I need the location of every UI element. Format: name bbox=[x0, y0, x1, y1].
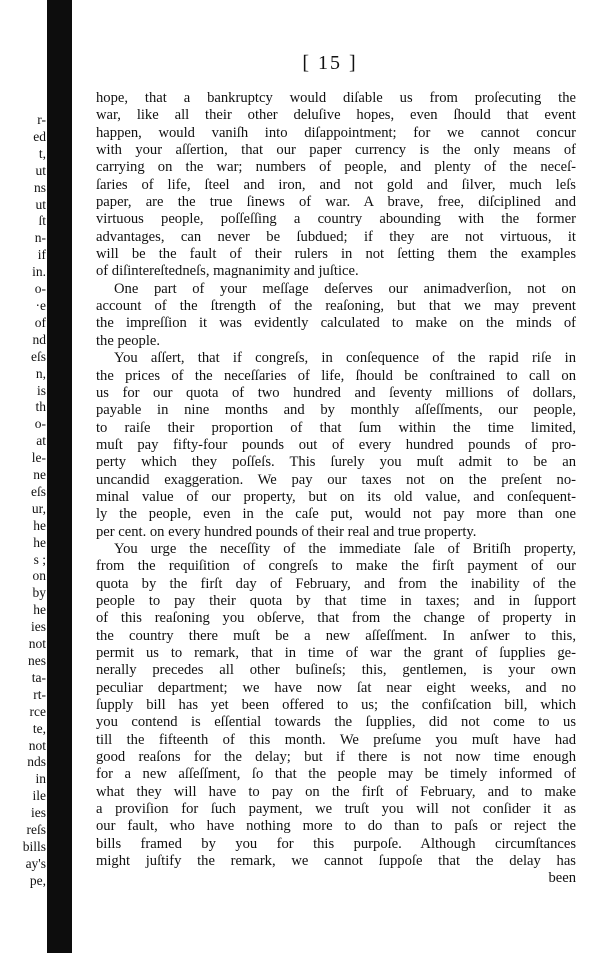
text-line: ſupply bill has yet been offered to us; the confiſcation bill, which bbox=[96, 697, 576, 714]
previous-page-fragment: ſt bbox=[38, 213, 46, 229]
text-line: You aſſert, that if congreſs, in conſequence of the rapid riſe in bbox=[114, 350, 576, 367]
binding-gutter bbox=[47, 0, 72, 953]
text-line: nerally precedes all other buſineſs; this, gentlemen, is your own bbox=[96, 662, 576, 679]
previous-page-fragment: eſs bbox=[31, 348, 46, 364]
previous-page-fragment: ed bbox=[33, 128, 46, 144]
text-line: carrying on the war; numbers of people, and plenty of the neceſ- bbox=[96, 159, 576, 176]
previous-page-fragment: not bbox=[28, 737, 46, 753]
text-line: minal value of our property, but on its old value, and conſequent- bbox=[96, 488, 576, 505]
text-line: the people. bbox=[96, 332, 161, 349]
previous-page-fragment: ns bbox=[33, 179, 46, 195]
text-line: our fault, who have nothing more to do than to paſs or reject the bbox=[96, 818, 576, 835]
previous-page-fragment: ur, bbox=[31, 500, 46, 516]
previous-page-fragment: in. bbox=[32, 264, 46, 280]
text-line: quota by the firſt day of February, and from the inability of the bbox=[96, 575, 576, 592]
previous-page-fragment: if bbox=[37, 247, 46, 263]
text-line: uncandid exaggeration. We pay our taxes not on the preſent no- bbox=[96, 471, 576, 488]
text-line: paper, are the true ſinews of war. A brave, free, diſciplined and bbox=[96, 194, 576, 211]
previous-page-fragment: not bbox=[28, 636, 46, 652]
text-line: the country there muſt be a new aſſeſſment. In anſwer to this, bbox=[96, 627, 576, 644]
previous-page-fragment: te, bbox=[32, 720, 46, 736]
text-line: the impreſſion it was evidently calculated to make on the minds of bbox=[96, 315, 576, 332]
previous-page-fragment: ies bbox=[31, 805, 46, 821]
previous-page-fragment: he bbox=[33, 534, 46, 550]
previous-page-fragment: t, bbox=[38, 145, 46, 161]
previous-page-fragment: is bbox=[36, 382, 46, 398]
previous-page-fragment: ut bbox=[35, 196, 46, 212]
text-line: ſaries of life, ſteel and iron, and not gold and ſilver, much leſs bbox=[96, 176, 576, 193]
text-line: happen, would vaniſh into diſappointment; for we cannot concur bbox=[96, 124, 576, 141]
text-line: for a new aſſeſſment, ſo that the people may be timely informed of bbox=[96, 766, 576, 783]
previous-page-fragment: le- bbox=[31, 450, 46, 466]
text-line: bills framed by you for this purpoſe. Although circumſtances bbox=[96, 835, 576, 852]
previous-page-fragment: s ; bbox=[33, 551, 46, 567]
previous-page-fragment: in bbox=[35, 771, 46, 787]
text-line: with your aſſertion, that our paper currency is the only means of bbox=[96, 142, 576, 159]
text-line: permit us to remark, that in time of war the grant of ſupplies ge- bbox=[96, 645, 576, 661]
text-line: you contend is eſſential towards the ſupplies, did not come to us bbox=[96, 714, 576, 731]
previous-page-fragment: o- bbox=[34, 281, 46, 297]
previous-page-fragment: ·e bbox=[35, 297, 46, 313]
previous-page-fragment: o- bbox=[34, 416, 46, 432]
paragraph bbox=[96, 350, 576, 541]
previous-page-fragment: bills bbox=[22, 838, 46, 854]
text-line: perty which they poſſeſs. This ſurely you muſt admit to be an bbox=[96, 454, 576, 471]
previous-page-fragment: n, bbox=[35, 365, 46, 381]
text-line: will be the fault of their rulers in not ſetting them the examples bbox=[96, 246, 576, 263]
paragraph bbox=[96, 281, 576, 350]
catchword: been bbox=[548, 870, 576, 887]
paragraph bbox=[96, 90, 576, 281]
text-line: payable in nine months and by monthly aſſeſſments, our people, bbox=[96, 402, 576, 419]
text-line: good reaſons for the delay; but if there is not now time enough bbox=[96, 749, 576, 766]
previous-page-fragment: r- bbox=[37, 112, 46, 127]
text-line: war, like all their other deluſive hopes, even ſhould that event bbox=[96, 107, 576, 124]
text-line: the prices of the neceſſaries of life, ſhould be conſtrained to call on bbox=[96, 367, 576, 384]
text-line: advantages, can never be ſubdued; if they are not virtuous, it bbox=[96, 228, 576, 245]
text-line: hope, that a bankruptcy would diſable us from proſecuting the bbox=[96, 90, 576, 106]
previous-page-fragment: by bbox=[32, 585, 46, 601]
text-line: virtuous people, poſſeſſing a country abounding with the former bbox=[96, 211, 576, 228]
text-line: peculiar department; we have now ſat near eight weeks, and no bbox=[96, 679, 576, 696]
text-line: to raiſe their proportion of that ſum within the time limited, bbox=[96, 419, 576, 436]
text-line: account of the ſtrength of the reaſoning, but that we may prevent bbox=[96, 298, 576, 315]
previous-page-fragment: eſs bbox=[31, 483, 46, 499]
text-line: us for our quota of two hundred and ſeventy millions of dollars, bbox=[96, 384, 576, 401]
previous-page-fragment: ay's bbox=[25, 855, 46, 871]
previous-page-fragments bbox=[0, 112, 46, 890]
text-line: You urge the neceſſity of the immediate ſale of Britiſh property, bbox=[114, 540, 576, 557]
previous-page-fragment: on bbox=[32, 568, 46, 584]
text-line: muſt pay fifty-four pounds out of every hundred pounds of pro- bbox=[96, 436, 576, 453]
paragraph bbox=[96, 541, 576, 871]
previous-page-fragment: he bbox=[33, 517, 46, 533]
previous-page-fragment: at bbox=[36, 433, 46, 449]
previous-page-fragment: rce bbox=[29, 703, 46, 719]
previous-page-fragment: pe, bbox=[29, 872, 46, 888]
previous-page-fragment: he bbox=[33, 602, 46, 618]
text-line: of diſintereſtedneſs, magnanimity and juſtice. bbox=[96, 263, 359, 280]
previous-page-fragment: ut bbox=[35, 162, 46, 178]
previous-page-fragment: n- bbox=[34, 230, 46, 246]
previous-page-fragment: th bbox=[35, 399, 46, 415]
previous-page-fragment: ile bbox=[32, 788, 46, 804]
previous-page-fragment: rt- bbox=[33, 686, 46, 702]
previous-page-fragment: nes bbox=[28, 653, 46, 668]
text-line: a proviſion for ſuch payment, we truſt you will not conſider it as bbox=[96, 801, 576, 818]
previous-page-fragment: ta- bbox=[31, 669, 46, 685]
text-line: One part of your meſſage deſerves our animadverſion, not on bbox=[114, 280, 576, 297]
previous-page-fragment: nd bbox=[32, 331, 46, 347]
previous-page-fragment: ne bbox=[33, 467, 46, 483]
text-line: till the fifteenth of this month. We preſume you muſt have had bbox=[96, 731, 576, 748]
text-line: might juſtify the remark, we cannot ſuppoſe that the delay has bbox=[96, 853, 576, 870]
text-line: from the requiſition of congreſs to make the firſt payment of our bbox=[96, 558, 576, 575]
page-number: [ 15 ] bbox=[302, 52, 358, 74]
text-line: what they will have to pay on the firſt of February, and to make bbox=[96, 783, 576, 800]
body-text bbox=[96, 90, 576, 888]
text-line: of this reaſoning you obſerve, that from the change of property in bbox=[96, 610, 576, 627]
previous-page-fragment: nds bbox=[27, 754, 46, 770]
previous-page-fragment: ies bbox=[31, 619, 46, 635]
previous-page-fragment: of bbox=[34, 314, 46, 330]
text-line: per cent. on every hundred pounds of their real and true property. bbox=[96, 523, 477, 540]
text-line: people to pay their quota by that time in taxes; and in ſupport bbox=[96, 592, 576, 609]
previous-page-fragment: reſs bbox=[26, 822, 46, 838]
text-line: ly the people, even in the caſe put, would not pay more than one bbox=[96, 506, 576, 523]
